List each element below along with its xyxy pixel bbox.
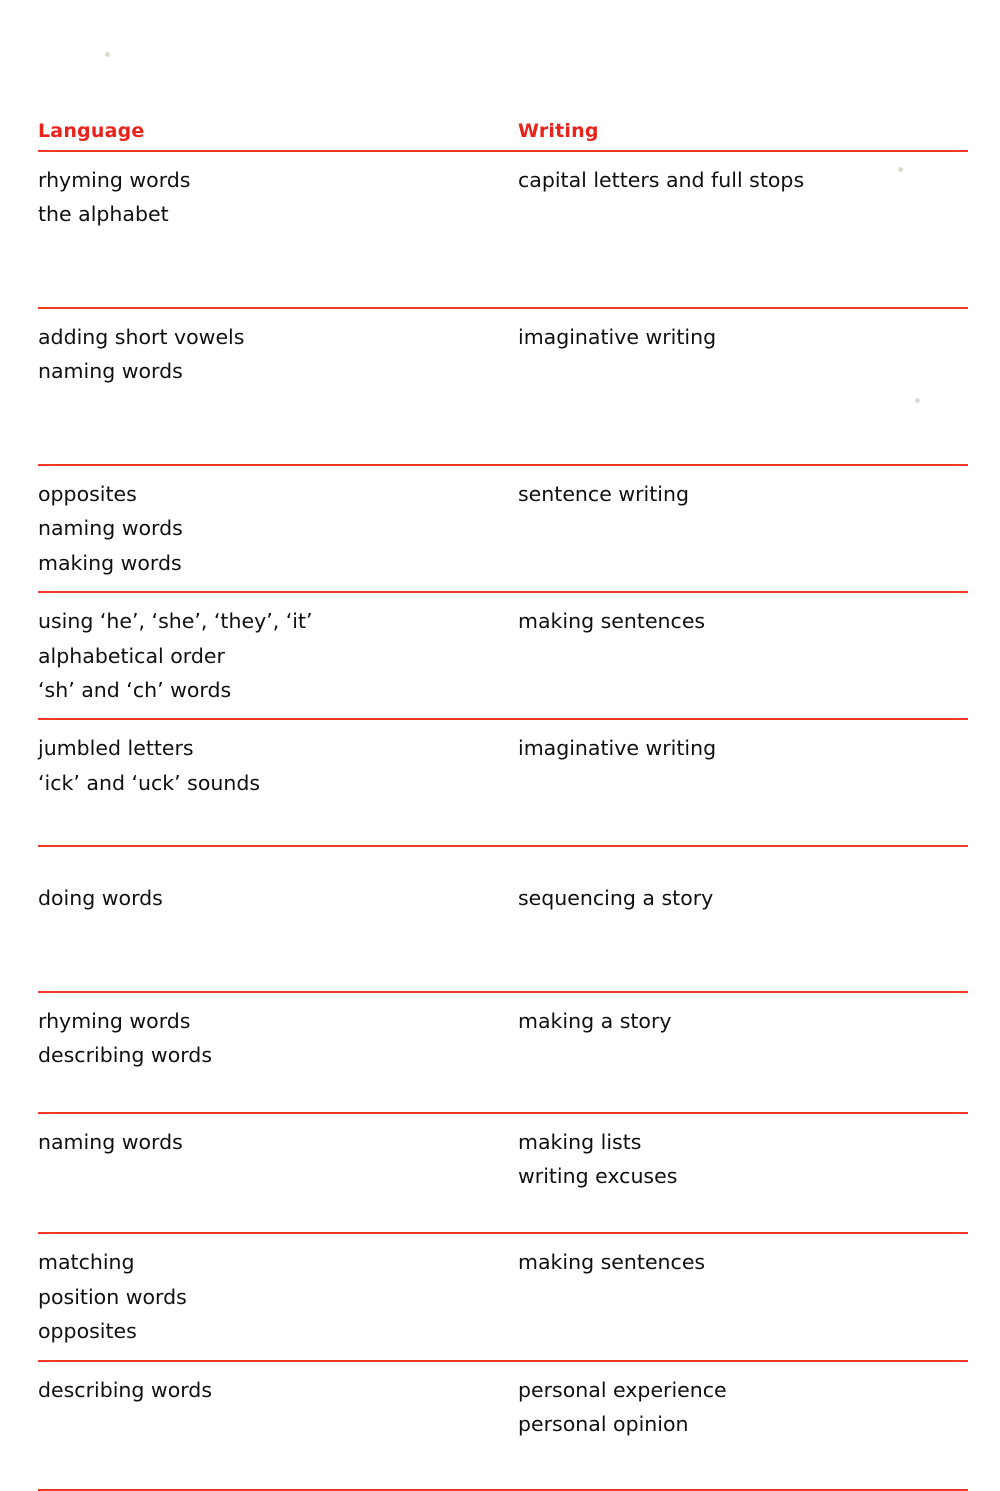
list-item: rhyming words: [38, 1008, 191, 1033]
cell-writing: [518, 466, 968, 522]
list-item: opposites: [38, 1319, 137, 1344]
list-item: describing words: [38, 1377, 212, 1402]
row-gap: [38, 1204, 968, 1232]
list-item: ‘ick’ and ‘uck’ sounds: [38, 770, 261, 795]
list-item: rhyming words: [38, 168, 191, 192]
table-row: [38, 593, 968, 718]
table-row: [38, 1362, 968, 1453]
cell-writing: [518, 1234, 968, 1290]
list-item: sequencing a story: [518, 886, 714, 911]
list-item: using ‘he’, ‘she’, ‘they’, ‘it’: [38, 609, 313, 634]
cell-writing: [518, 593, 968, 649]
row-gap: [38, 243, 968, 307]
list-item: naming words: [38, 516, 183, 541]
list-item: sentence writing: [518, 481, 689, 506]
cell-writing: [518, 993, 968, 1049]
column-header-language: Language: [38, 120, 145, 142]
list-item: making sentences: [518, 1250, 706, 1275]
list-item: doing words: [38, 886, 163, 911]
list-item: naming words: [38, 1129, 183, 1154]
list-item: matching: [38, 1250, 135, 1275]
list-item: making words: [38, 550, 182, 575]
list-item: making a story: [518, 1008, 672, 1033]
curriculum-table: [38, 120, 968, 1491]
row-gap: [38, 400, 968, 464]
table-row: [38, 152, 968, 243]
table-row: [38, 847, 968, 926]
row-gap: [38, 811, 968, 845]
table-row: [38, 466, 968, 591]
cell-writing: [518, 720, 968, 776]
table-row: [38, 720, 968, 811]
list-item: position words: [38, 1284, 187, 1309]
table-header-row: [38, 120, 968, 150]
list-item: making lists: [518, 1129, 642, 1154]
table-row: [38, 1234, 968, 1359]
cell-language: [38, 1362, 518, 1418]
list-item: ‘sh’ and ‘ch’ words: [38, 677, 232, 702]
row-gap: [38, 1084, 968, 1112]
page-speck: [105, 52, 110, 57]
list-item: imaginative writing: [518, 324, 717, 349]
list-item: naming words: [38, 359, 183, 384]
list-item: writing excuses: [518, 1164, 678, 1188]
cell-language: [38, 466, 518, 591]
table-row: [38, 993, 968, 1084]
column-header-writing: Writing: [518, 120, 599, 142]
list-item: personal opinion: [518, 1412, 689, 1437]
cell-language: [38, 593, 518, 718]
list-item: adding short vowels: [38, 324, 245, 349]
cell-language: [38, 152, 518, 243]
row-gap: [38, 1453, 968, 1489]
cell-language: [38, 720, 518, 811]
cell-language: [38, 993, 518, 1084]
column-header-writing-cell: [518, 120, 968, 142]
cell-writing: [518, 1362, 968, 1453]
list-item: capital letters and full stops: [518, 168, 805, 192]
list-item: making sentences: [518, 609, 706, 634]
cell-language: [38, 1114, 518, 1170]
cell-writing: [518, 152, 968, 208]
row-gap: [38, 927, 968, 991]
cell-language: [38, 309, 518, 400]
list-item: alphabetical order: [38, 643, 225, 668]
list-item: jumbled letters: [38, 736, 194, 761]
list-item: opposites: [38, 481, 137, 506]
list-item: personal experience: [518, 1377, 727, 1402]
table-row: [38, 309, 968, 400]
list-item: imaginative writing: [518, 736, 717, 761]
table-row: [38, 1114, 968, 1205]
column-header-language-cell: [38, 120, 518, 142]
row-divider: [38, 1489, 968, 1491]
cell-language: [38, 847, 518, 926]
cell-writing: [518, 847, 968, 926]
list-item: describing words: [38, 1043, 212, 1068]
list-item: the alphabet: [38, 202, 169, 227]
cell-writing: [518, 1114, 968, 1205]
cell-language: [38, 1234, 518, 1359]
cell-writing: [518, 309, 968, 365]
